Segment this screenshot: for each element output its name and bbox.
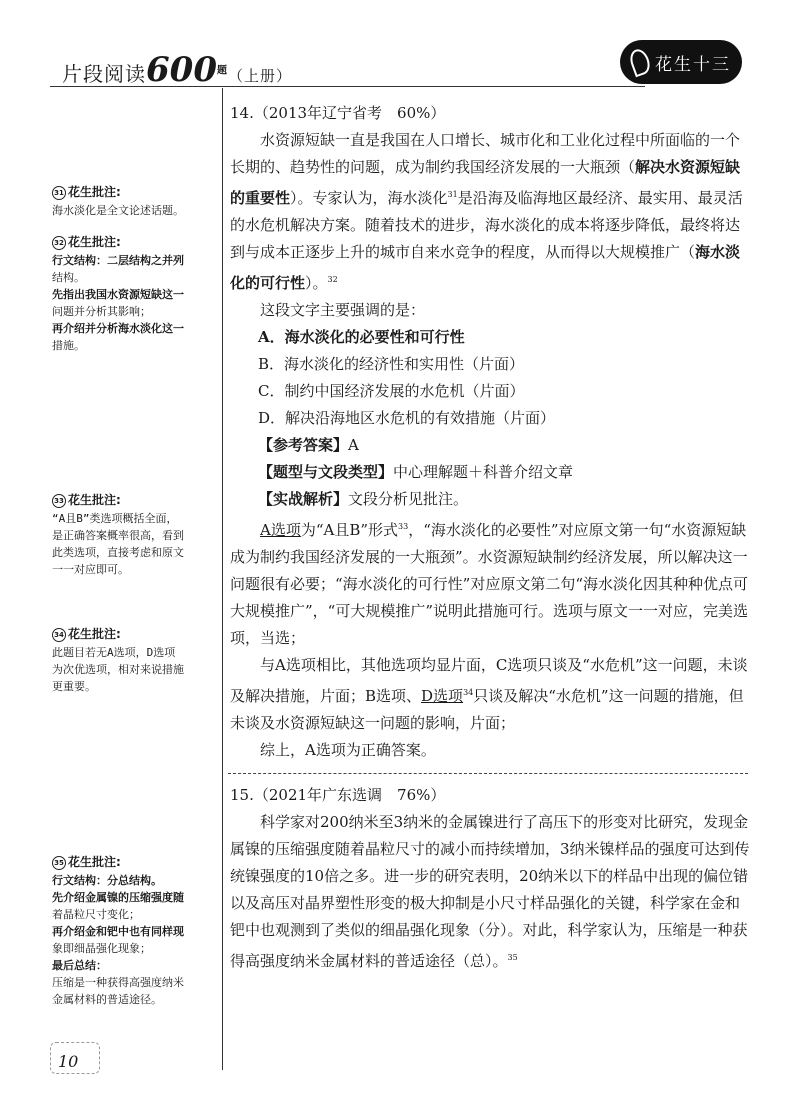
note-32: 32 花生批注: 行文结构：二层结构之并列 结构。 先指出我国水资源短缺这一 问题并分析其影响； 再介绍并分析海水淡化这一 措施。 — [52, 235, 184, 352]
note-33: 33 花生批注: “A且B”类选项概括全面， 是正确答案概率很高，看到 此类选项，直接考虑和原文 一一对应即可。 — [52, 493, 184, 576]
header-rule — [50, 86, 645, 87]
section-divider — [228, 773, 748, 774]
question-14-header: 14.（2013年辽宁省考 60%） — [230, 104, 446, 122]
explanation-1: A选项为“A且B”形式$^{33}$，“海水淡化的必要性”对应原文第一句“水资源短缺成为制约我国经济发展的一大瓶颈”。水资源短缺制约经济发展，所以解决这一问题很有必要；“海水淡化的可行性”对应原文第二句“海水淡化因其种种优点可大规模推广”，“可大规模推广”说明此措施可行。选项与原文一一对应，完美选项，当选； — [230, 521, 749, 647]
option-d: D．解决沿海地区水危机的有效措施（片面） — [258, 409, 556, 427]
option-c: C．制约中国经济发展的水危机（片面） — [258, 382, 525, 400]
option-b: B．海水淡化的经济性和实用性（片面） — [258, 355, 525, 373]
question-15 — [230, 782, 750, 975]
question-14-passage: 水资源短缺一直是我国在人口增长、城市化和工业化过程中所面临的一个长期的、趋势性的问题，成为制约我国经济发展的一大瓶颈（解决水资源短缺的重要性）。专家认为，海水淡化$^{31}$是沿海及临海地区最经济、最实用、最灵活的水危机解决方案。随着技术的进步，海水淡化的成本将逐步降低，最终将达到与成本正逐步上升的城市自来水竞争的程度，从而得以大规模推广（海水淡化的可行性）。$^{32}$ — [230, 131, 743, 292]
reference-answer: 【参考答案】A — [258, 436, 359, 454]
explanation-2: 与A选项相比，其他选项均显片面，C选项只谈及“水危机”这一问题，未谈及解决措施，片面；B选项、D选项$^{34}$只谈及解决“水危机”这一问题的措施，但未谈及水资源短缺这一问题的影响，片面； — [230, 656, 748, 732]
note-31: 31 花生批注: 海水淡化是全文论述话题。 — [52, 185, 184, 217]
brand-logo: 花生十三 — [620, 40, 742, 84]
option-a: A．海水淡化的必要性和可行性 — [258, 328, 465, 346]
note-34: 34 花生批注: 此题目若无A选项，D选项 为次优选项，相对来说措施 更重要。 — [52, 627, 184, 693]
question-type: 【题型与文段类型】中心理解题＋科普介绍文章 — [258, 463, 574, 481]
question-15-passage: 科学家对200纳米至3纳米的金属镍进行了高压下的形变对比研究，发现金属镍的压缩强度随着晶粒尺寸的减小而持续增加，3纳米镍样品的强度可达到传统镍强度的10倍之多。进一步的研究表明，20纳米以下的样品中出现的偏位错以及高压对晶界塑性形变的极大抑制是小尺寸样品强化的关键，科学家在金和钯中也观测到了类似的细晶强化现象（分）。对此，科学家认为，压缩是一种获得高强度纳米金属材料的普适途径（总）。$^{35}$ — [230, 813, 750, 970]
question-15-header: 15.（2021年广东选调 76%） — [230, 786, 446, 804]
column-divider — [222, 88, 223, 1070]
leaf-icon — [627, 47, 653, 78]
analysis-label: 【实战解析】文段分析见批注。 — [258, 490, 469, 508]
question-14 — [230, 100, 750, 764]
note-35: 35 花生批注: 行文结构：分总结构。 先介绍金属镍的压缩强度随 着晶粒尺寸变化； 再介绍金和钯中也有同样现 象即细晶强化现象； 最后总结： 压缩是一种获得高强度纳米 金属材料的普适途径。 — [52, 855, 184, 1006]
question-14-stem: 这段文字主要强调的是： — [260, 301, 426, 319]
book-title: 片段阅读$600^题$（上册） — [62, 50, 292, 90]
explanation-3: 综上，A选项为正确答案。 — [260, 741, 436, 759]
page-number: 10 — [58, 1052, 79, 1071]
